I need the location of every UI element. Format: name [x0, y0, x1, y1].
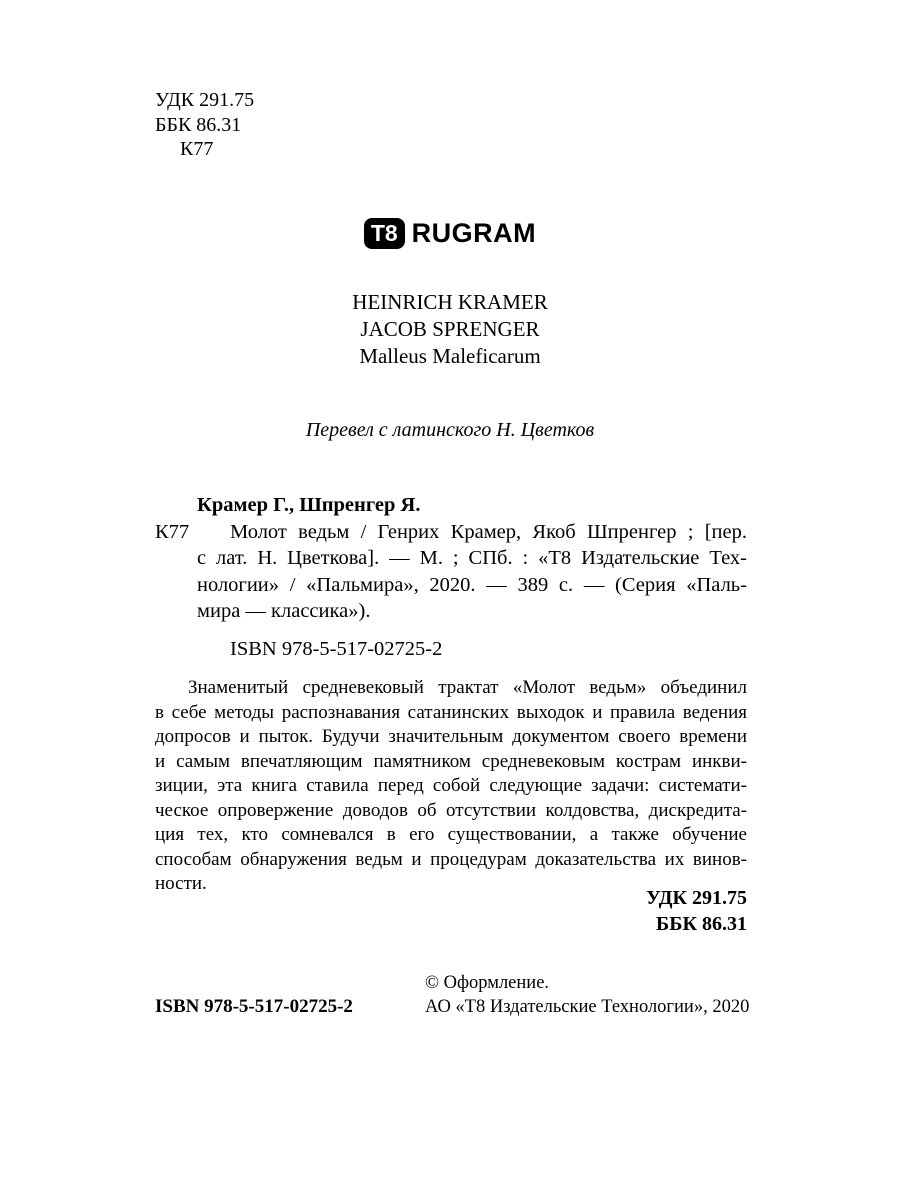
catalog-line: Молот ведьм / Генрих Крамер, Якоб Шпренгер ; [пер.	[230, 520, 747, 543]
udk-code: УДК 291.75	[155, 89, 255, 111]
copyright-notice	[425, 971, 749, 1019]
bbk-code-bottom: ББК 86.31	[656, 912, 747, 935]
annotation-paragraph	[155, 676, 747, 897]
annotation-line: способам обнаружения ведьм и процедурам доказательства их винов-	[155, 848, 747, 870]
rugram-logo-text: RUGRAM	[411, 218, 537, 249]
bottom-classification-codes	[155, 886, 747, 937]
catalog-line: с лат. Н. Цветкова]. — М. ; СПб. : «Т8 Издательские Тех-	[197, 547, 747, 569]
author-name-2: JACOB SPRENGER	[360, 317, 540, 341]
top-classification-codes	[155, 88, 254, 162]
catalog-line: мира — классика»).	[197, 600, 371, 622]
footer-isbn: ISBN 978-5-517-02725-2	[155, 996, 353, 1017]
translator-credit: Перевел с латинского Н. Цветков	[305, 419, 595, 441]
t8-rugram-logo	[0, 218, 900, 249]
t8-logo-mark: T8	[364, 218, 405, 249]
isbn-line: ISBN 978-5-517-02725-2	[230, 637, 443, 660]
annotation-line: и самым впечатляющим памятником средневековым кострам инкви-	[155, 750, 747, 772]
title-block	[0, 289, 900, 370]
udk-code-bottom: УДК 291.75	[646, 887, 747, 909]
annotation-line: в себе методы распознавания сатанинских выходок и правила ведения	[155, 701, 747, 723]
author-sign-code: К77	[180, 138, 214, 160]
catalog-description	[155, 519, 747, 625]
copyright-line-1: © Оформление.	[425, 973, 550, 993]
annotation-line: ческое опровержение доводов об отсутствии колдовства, дискредита-	[155, 799, 747, 821]
annotation-line: Знаменитый средневековый трактат «Молот ведьм» объединил	[188, 677, 747, 698]
catalog-authors: Крамер Г., Шпренгер Я.	[197, 494, 421, 516]
annotation-line: зиции, эта книга ставила перед собой следующие задачи: системати-	[155, 775, 747, 796]
annotation-line: ности.	[155, 873, 207, 894]
copyright-line-2: АО «Т8 Издательские Технологии», 2020	[425, 997, 750, 1017]
annotation-line: допросов и пыток. Будучи значительным документом своего времени	[155, 726, 747, 747]
annotation-line: ция тех, кто сомневался в его существовании, а также обучение	[155, 824, 747, 845]
catalog-k-code: К77	[155, 520, 190, 543]
catalog-line: нологии» / «Пальмира», 2020. — 389 с. — (Серия «Паль-	[197, 573, 747, 596]
bbk-code: ББК 86.31	[155, 113, 242, 136]
original-title: Malleus Maleficarum	[359, 344, 541, 368]
author-name-1: HEINRICH KRAMER	[352, 290, 548, 314]
catalog-entry	[155, 492, 747, 662]
